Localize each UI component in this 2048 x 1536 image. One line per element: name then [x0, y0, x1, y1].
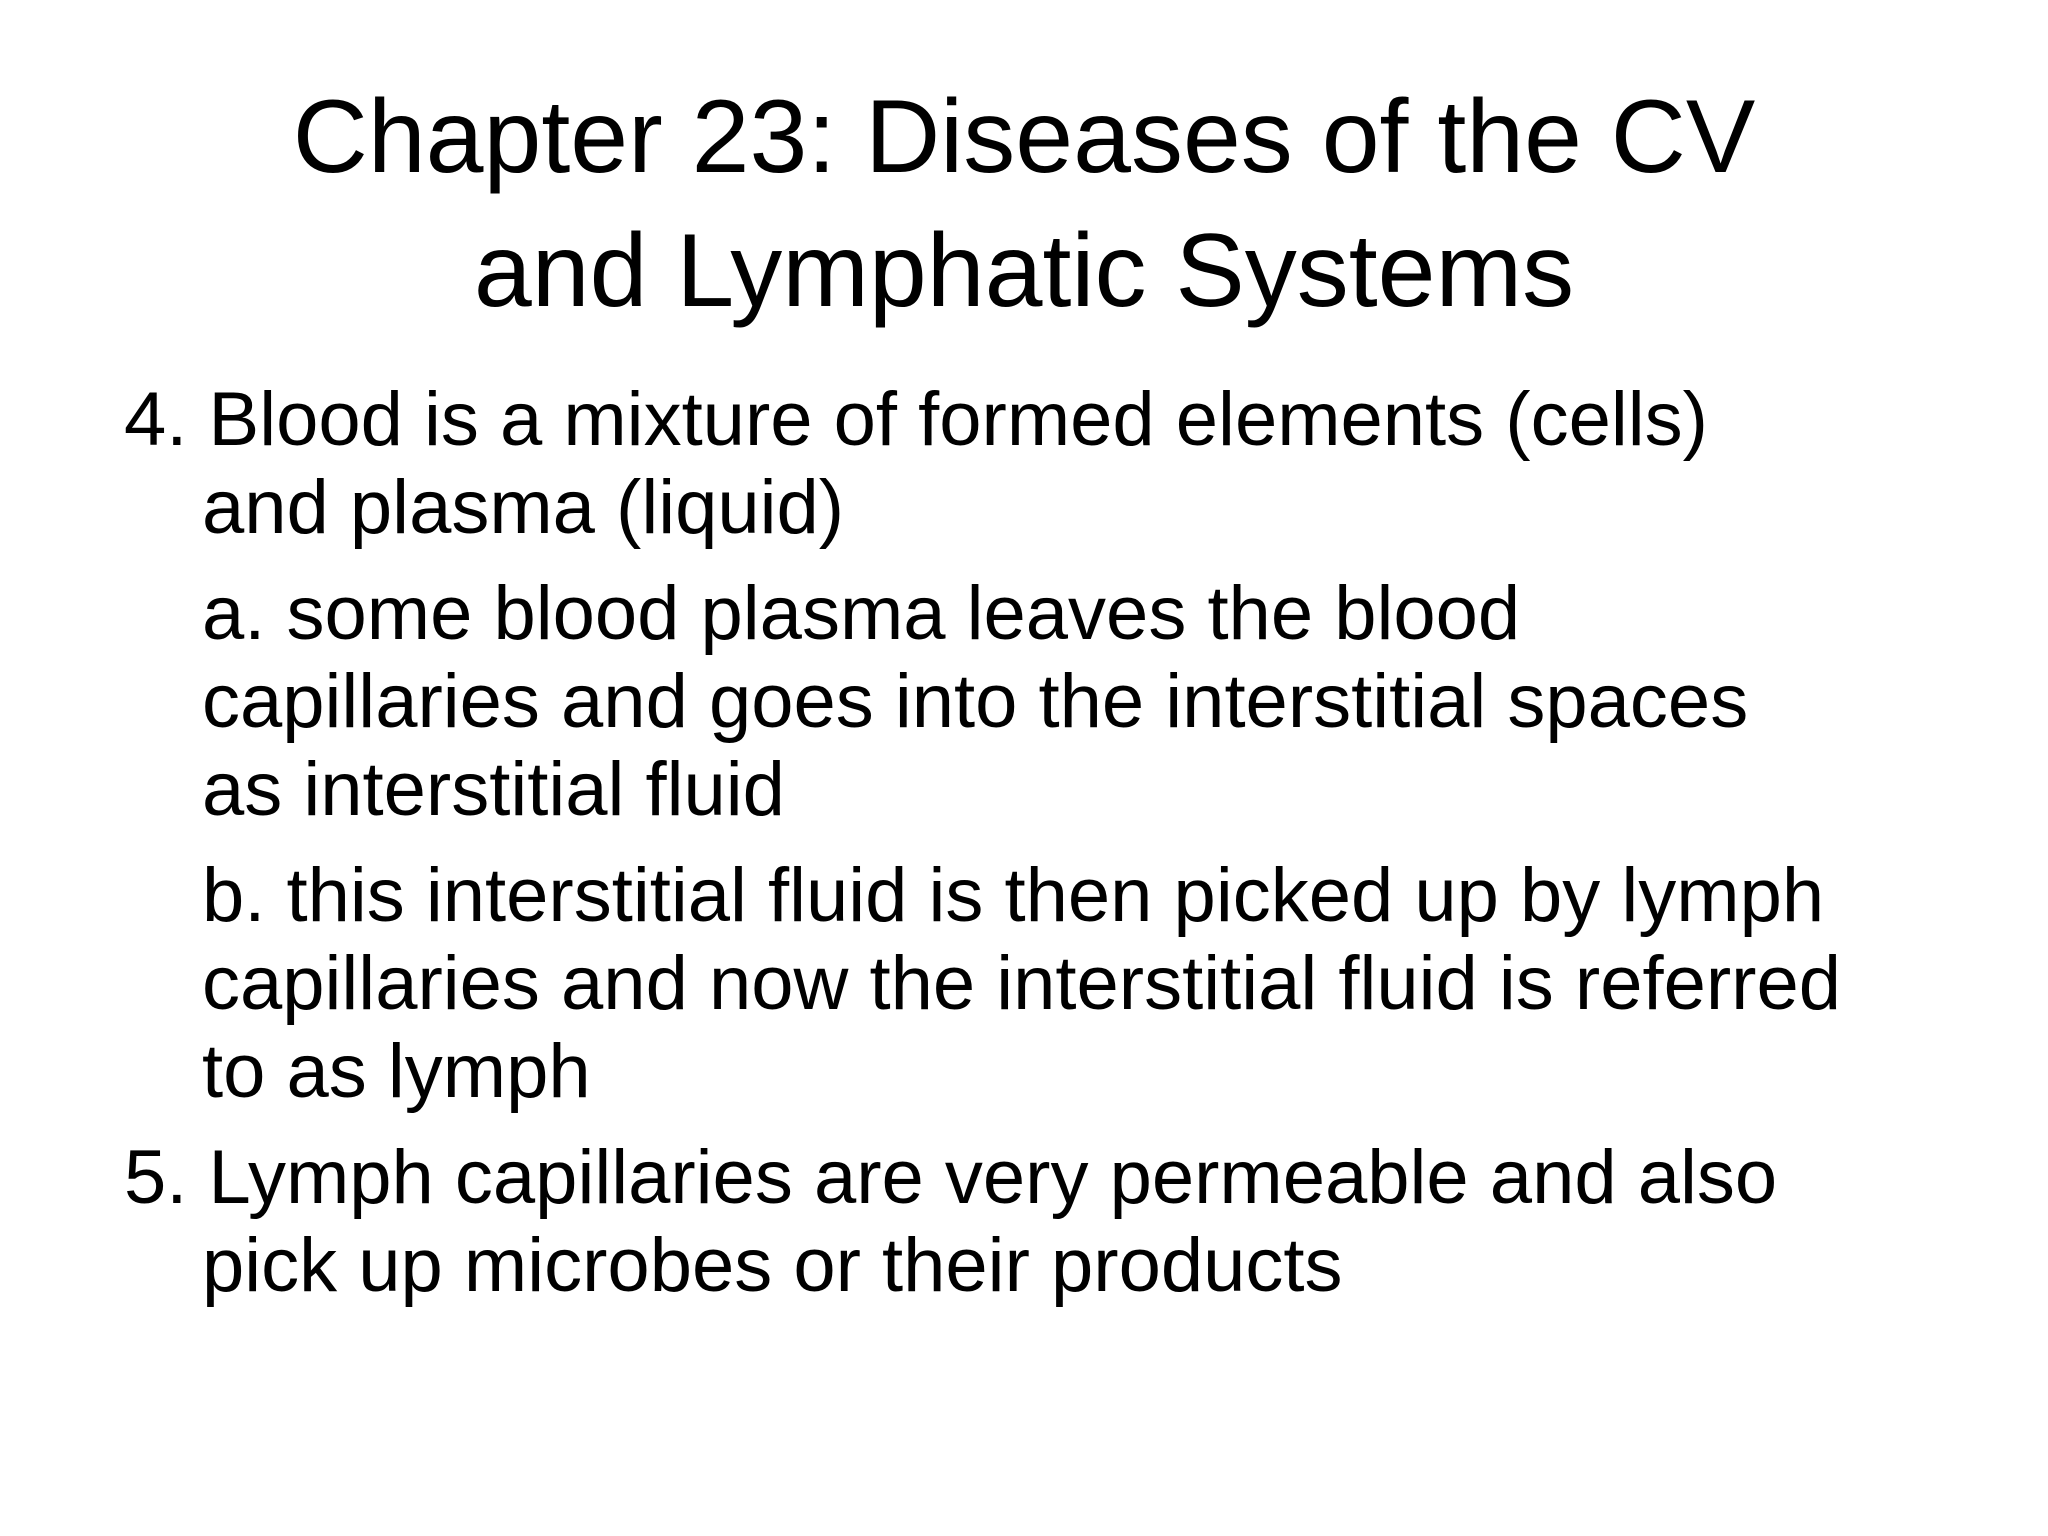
slide-title [124, 70, 1924, 338]
bullet-line: a. some blood plasma leaves the blood [202, 571, 1521, 656]
bullet-line: and plasma (liquid) [202, 465, 845, 550]
sub-bullet-item-b [124, 852, 1964, 1116]
bullet-line: capillaries and now the interstitial fluid is referred [202, 941, 1842, 1026]
bullet-line: 4. Blood is a mixture of formed elements (cells) [124, 377, 1708, 462]
bullet-line: capillaries and goes into the interstitial spaces [202, 659, 1749, 744]
bullet-item-5 [124, 1134, 1964, 1310]
bullet-item-4 [124, 376, 1964, 552]
sub-bullet-item-a [124, 570, 1964, 834]
bullet-line: b. this interstitial fluid is then picked up by lymph [202, 853, 1825, 938]
slide-title-line: and Lymphatic Systems [473, 213, 1575, 329]
slide-body [124, 376, 1964, 1328]
slide-title-line: Chapter 23: Diseases of the CV [292, 79, 1756, 195]
bullet-line: as interstitial fluid [202, 747, 785, 832]
bullet-line: 5. Lymph capillaries are very permeable and also [124, 1135, 1778, 1220]
bullet-line: to as lymph [202, 1029, 591, 1114]
bullet-line: pick up microbes or their products [202, 1223, 1343, 1308]
